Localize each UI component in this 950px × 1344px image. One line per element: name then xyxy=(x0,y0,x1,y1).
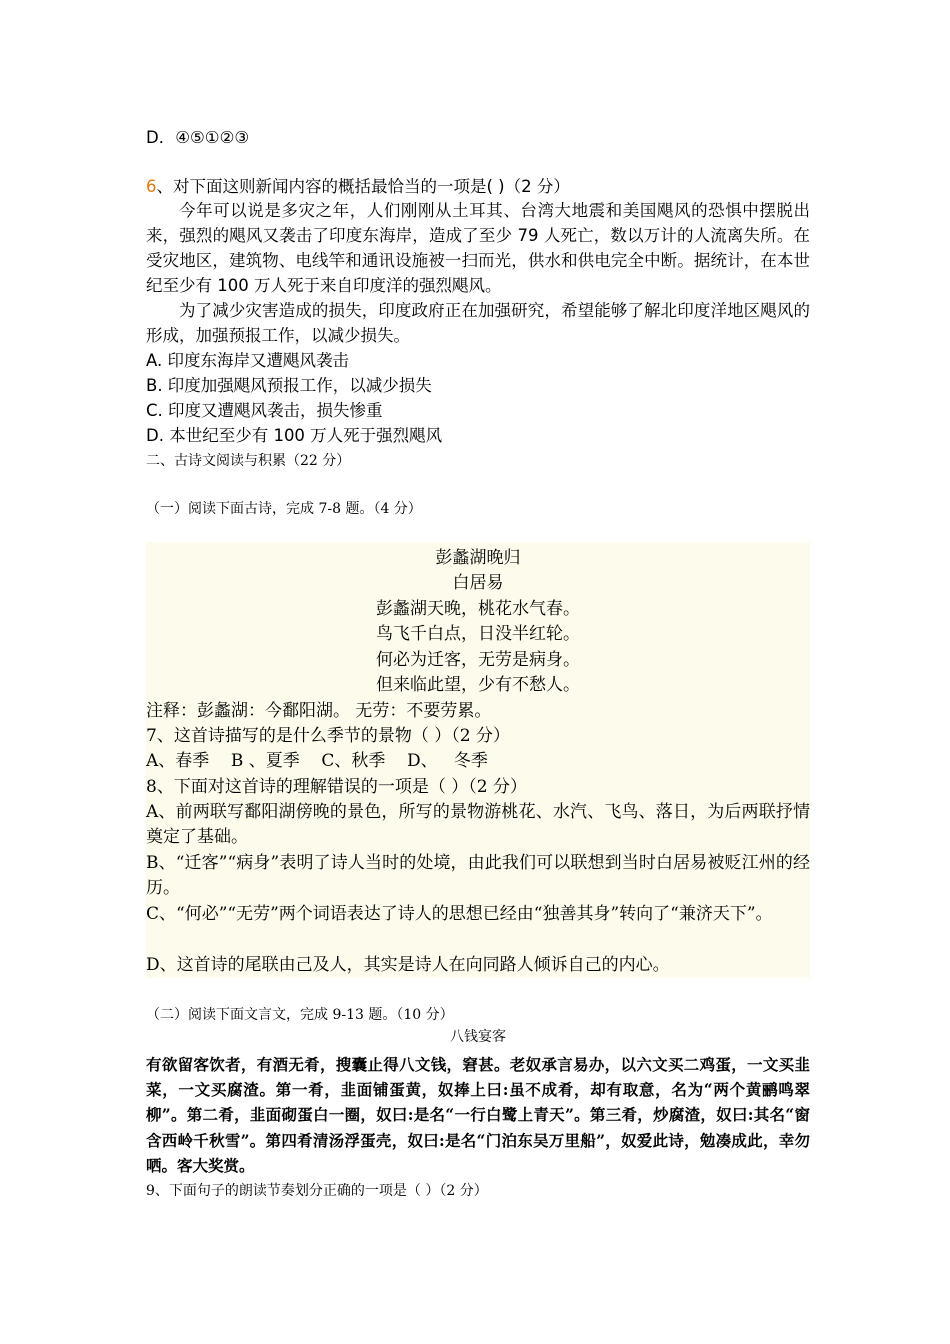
poem-line-1: 彭蠡湖天晚，桃花水气春。 xyxy=(376,599,580,619)
poem-author: 白居易 xyxy=(452,573,504,593)
q6-news-paragraph-2: 为了减少灾害造成的损失，印度政府正在加强研究，希望能够了解北印度洋地区飓风的形成，加强预报工作，以减少损失。 xyxy=(146,301,810,345)
q7-stem: 7、这首诗描写的是什么季节的景物（ ）（2 分） xyxy=(146,726,510,746)
q6-stem-text: 、对下面这则新闻内容的概括最恰当的一项是( )（2 分） xyxy=(156,177,570,196)
section2-title: 二、古诗文阅读与积累（22 分） xyxy=(146,453,351,469)
q8-option-a: A、前两联写鄱阳湖傍晚的景色，所写的景物游桃花、水汽、飞鸟、落日，为后两联抒情奠定了基础。 xyxy=(146,802,810,848)
wenyan-title: 八钱宴客 xyxy=(450,1029,506,1045)
wenyan-text: 有欲留客饮者，有酒无肴，搜囊止得八文钱，窘甚。老奴承言易办，以六文买二鸡蛋，一文买韭菜，一文买腐渣。第一肴，韭面铺蛋黄，奴捧上曰:虽不成肴，却有取意，名为“两个黄鹂鸣翠柳”。第二肴，韭面砌蛋白一圈，奴曰:是名“一行白鹭上青天”。第三肴，炒腐渣，奴曰:其名“窗含西岭千秋雪”。第四肴清汤浮蛋壳，奴曰:是名“门泊东吴万里船”，奴爱此诗，勉凑成此，幸勿哂。客大奖赏。 xyxy=(146,1055,810,1175)
poem-line-2: 鸟飞千白点，日没半红轮。 xyxy=(376,624,580,644)
poem-note: 注释：彭蠡湖：今鄱阳湖。 无劳：不要劳累。 xyxy=(146,701,492,721)
q6-option-b: B. 印度加强飓风预报工作，以减少损失 xyxy=(146,376,432,395)
q6-news-paragraph-1: 今年可以说是多灾之年，人们刚刚从土耳其、台湾大地震和美国飓风的恐惧中摆脱出来，强烈的飓风又袭击了印度东海岸，造成了至少 79 人死亡，数以万计的人流离失所。在受灾地区，建筑物、电线竿和通讯设施被一扫而光，供水和供电完全中断。据统计，在本世纪至少有 100 万人死于来自印度洋的强烈飓风。 xyxy=(146,201,810,295)
part2-title: （二）阅读下面文言文，完成 9-13 题。（10 分） xyxy=(146,1007,454,1023)
q8-option-b: B、“迁客”“病身”表明了诗人当时的处境，由此我们可以联想到当时白居易被贬江州的经历。 xyxy=(146,853,810,899)
q9-stem: 9、下面句子的朗读节奏划分正确的一项是（ ）（2 分） xyxy=(146,1183,488,1199)
poem-title: 彭蠡湖晚归 xyxy=(435,548,521,568)
q5-option-d: D．④⑤①②③ xyxy=(146,128,250,147)
q6-option-a: A. 印度东海岸又遭飓风袭击 xyxy=(146,351,349,370)
q8-stem: 8、下面对这首诗的理解错误的一项是（ ）（2 分） xyxy=(146,777,527,797)
poem-line-4: 但来临此望，少有不愁人。 xyxy=(376,675,580,695)
q7-options: A、春季 B 、夏季 C、秋季 D、 冬季 xyxy=(146,751,488,771)
poem-line-3: 何必为迁客，无劳是病身。 xyxy=(376,650,580,670)
q6-number: 6 xyxy=(146,177,157,196)
q8-option-d: D、这首诗的尾联由己及人，其实是诗人在向同路人倾诉自己的内心。 xyxy=(146,955,670,975)
part1-title: （一）阅读下面古诗，完成 7-8 题。（4 分） xyxy=(146,501,422,517)
q6-option-c: C. 印度又遭飓风袭击，损失惨重 xyxy=(146,401,383,420)
q8-option-c: C、“何必”“无劳”两个词语表达了诗人的思想已经由“独善其身”转向了“兼济天下”。 xyxy=(146,904,773,924)
q6-stem xyxy=(146,176,570,198)
q6-option-d: D. 本世纪至少有 100 万人死于强烈飓风 xyxy=(146,426,443,445)
